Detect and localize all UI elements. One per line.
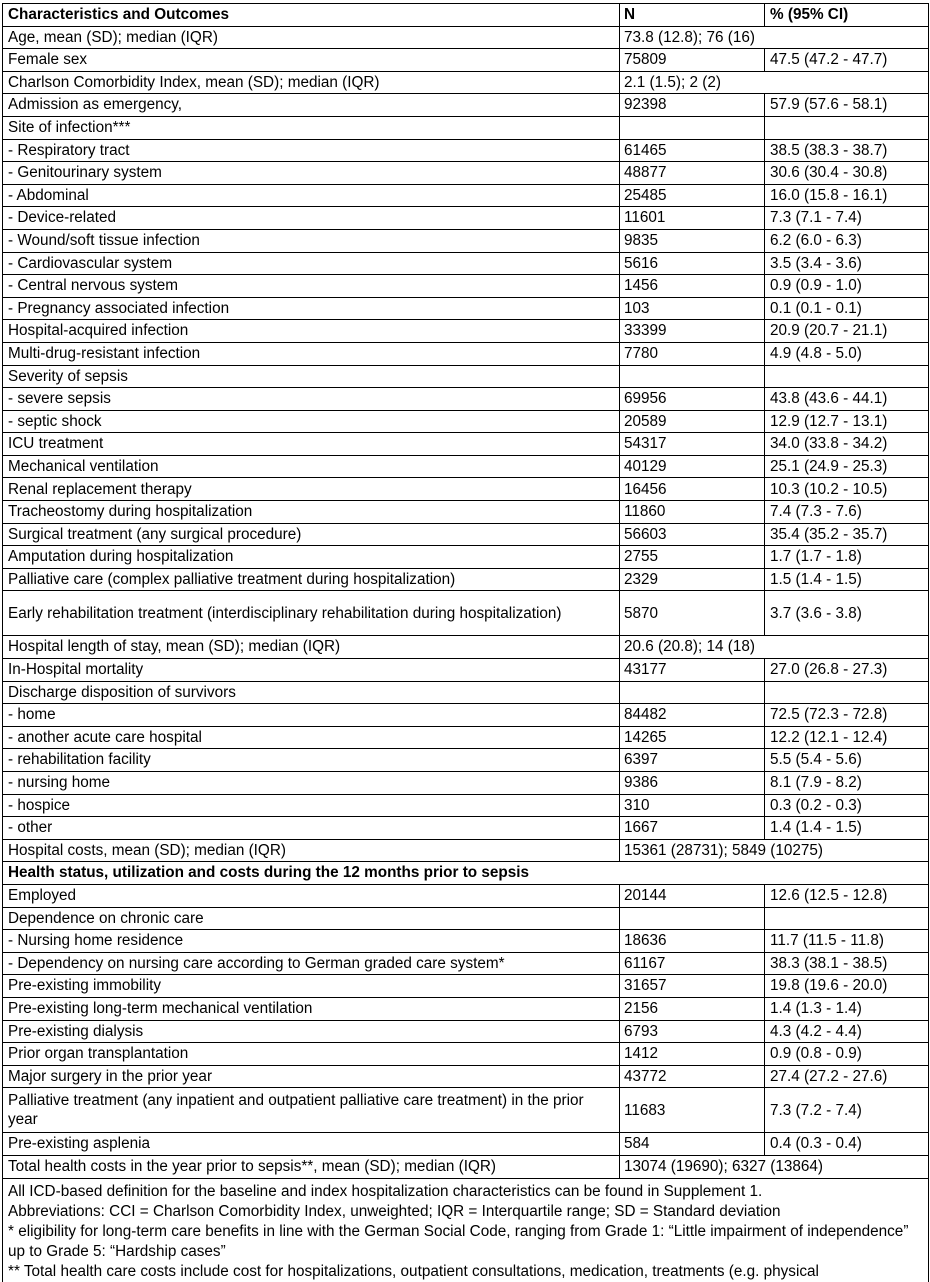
row-count: 5870 — [620, 591, 765, 636]
table-row — [3, 568, 929, 591]
table-row — [3, 49, 929, 72]
footnotes-row — [3, 1178, 929, 1282]
row-label: - another acute care hospital — [3, 726, 620, 749]
row-count: 2156 — [620, 997, 765, 1020]
row-label: Dependence on chronic care — [3, 907, 620, 930]
row-label: Pre-existing dialysis — [3, 1020, 620, 1043]
row-percent-ci: 25.1 (24.9 - 25.3) — [765, 455, 929, 478]
header-n: N — [620, 4, 765, 27]
row-label: ICU treatment — [3, 433, 620, 456]
row-label: Hospital length of stay, mean (SD); median (IQR) — [3, 636, 620, 659]
row-count: 31657 — [620, 975, 765, 998]
row-label: Age, mean (SD); median (IQR) — [3, 26, 620, 49]
table-row — [3, 659, 929, 682]
table-row — [3, 1043, 929, 1066]
row-percent-ci: 1.5 (1.4 - 1.5) — [765, 568, 929, 591]
table-row — [3, 839, 929, 862]
table-row — [3, 162, 929, 185]
table-row — [3, 636, 929, 659]
row-percent-ci: 6.2 (6.0 - 6.3) — [765, 229, 929, 252]
row-count: 584 — [620, 1133, 765, 1156]
row-label: Palliative treatment (any inpatient and outpatient palliative care treatment) in the prior year — [3, 1088, 620, 1133]
row-percent-ci — [765, 681, 929, 704]
row-label: Total health costs in the year prior to sepsis**, mean (SD); median (IQR) — [3, 1155, 620, 1178]
table-row — [3, 817, 929, 840]
row-percent-ci: 35.4 (35.2 - 35.7) — [765, 523, 929, 546]
row-count: 69956 — [620, 388, 765, 411]
table-row — [3, 907, 929, 930]
row-label: - rehabilitation facility — [3, 749, 620, 772]
footnote: ** Total health care costs include cost for hospitalizations, outpatient consultations, medication, treatments (e.g. physical — [8, 1262, 819, 1280]
table-row — [3, 365, 929, 388]
row-count: 20144 — [620, 884, 765, 907]
row-label: - Pregnancy associated infection — [3, 297, 620, 320]
row-count: 6397 — [620, 749, 765, 772]
row-percent-ci: 1.4 (1.3 - 1.4) — [765, 997, 929, 1020]
table-body — [3, 4, 929, 1282]
row-label: Site of infection*** — [3, 116, 620, 139]
row-percent-ci: 34.0 (33.8 - 34.2) — [765, 433, 929, 456]
footnote: All ICD-based definition for the baseline and index hospitalization characteristics can be found in Supplement 1. — [8, 1182, 763, 1200]
row-percent-ci: 27.4 (27.2 - 27.6) — [765, 1065, 929, 1088]
row-percent-ci: 8.1 (7.9 - 8.2) — [765, 772, 929, 795]
row-label: - Abdominal — [3, 184, 620, 207]
row-label: Amputation during hospitalization — [3, 546, 620, 569]
row-label: Tracheostomy during hospitalization — [3, 501, 620, 524]
row-count — [620, 681, 765, 704]
row-label: - Central nervous system — [3, 275, 620, 298]
row-label: Multi-drug-resistant infection — [3, 342, 620, 365]
table-row — [3, 1155, 929, 1178]
row-count: 310 — [620, 794, 765, 817]
table-row — [3, 952, 929, 975]
row-count: 9835 — [620, 229, 765, 252]
row-count: 9386 — [620, 772, 765, 795]
footnote: * eligibility for long-term care benefits in line with the German Social Code, ranging from Grade 1: “Little impairment of independence” up to Grade 5: “Hardship cases” — [8, 1222, 909, 1260]
row-label: - Cardiovascular system — [3, 252, 620, 275]
row-percent-ci: 19.8 (19.6 - 20.0) — [765, 975, 929, 998]
section-title: Health status, utilization and costs during the 12 months prior to sepsis — [3, 862, 929, 885]
row-label: In-Hospital mortality — [3, 659, 620, 682]
row-percent-ci: 0.9 (0.8 - 0.9) — [765, 1043, 929, 1066]
row-label: - Genitourinary system — [3, 162, 620, 185]
table-row — [3, 410, 929, 433]
section-header-row — [3, 862, 929, 885]
table-row — [3, 1065, 929, 1088]
table-row — [3, 930, 929, 953]
row-count: 18636 — [620, 930, 765, 953]
row-label: Pre-existing immobility — [3, 975, 620, 998]
row-percent-ci: 4.3 (4.2 - 4.4) — [765, 1020, 929, 1043]
row-mean-median: 13074 (19690); 6327 (13864) — [620, 1155, 929, 1178]
table-row — [3, 252, 929, 275]
table-row — [3, 749, 929, 772]
row-percent-ci: 57.9 (57.6 - 58.1) — [765, 94, 929, 117]
table-row — [3, 320, 929, 343]
row-count: 11601 — [620, 207, 765, 230]
row-percent-ci: 10.3 (10.2 - 10.5) — [765, 478, 929, 501]
footnotes — [3, 1178, 929, 1282]
row-label: Prior organ transplantation — [3, 1043, 620, 1066]
row-percent-ci: 3.5 (3.4 - 3.6) — [765, 252, 929, 275]
row-percent-ci: 1.7 (1.7 - 1.8) — [765, 546, 929, 569]
table-row — [3, 1088, 929, 1133]
row-count: 48877 — [620, 162, 765, 185]
row-percent-ci: 0.1 (0.1 - 0.1) — [765, 297, 929, 320]
row-count: 5616 — [620, 252, 765, 275]
row-count: 7780 — [620, 342, 765, 365]
table-row — [3, 184, 929, 207]
row-count: 33399 — [620, 320, 765, 343]
row-percent-ci: 38.5 (38.3 - 38.7) — [765, 139, 929, 162]
row-mean-median: 15361 (28731); 5849 (10275) — [620, 839, 929, 862]
row-percent-ci: 5.5 (5.4 - 5.6) — [765, 749, 929, 772]
row-label: Major surgery in the prior year — [3, 1065, 620, 1088]
row-count: 16456 — [620, 478, 765, 501]
row-label: - Dependency on nursing care according to German graded care system* — [3, 952, 620, 975]
row-count: 43177 — [620, 659, 765, 682]
row-percent-ci: 7.3 (7.2 - 7.4) — [765, 1088, 929, 1133]
table-row — [3, 139, 929, 162]
row-label: Early rehabilitation treatment (interdisciplinary rehabilitation during hospitalization) — [3, 591, 620, 636]
row-percent-ci — [765, 116, 929, 139]
row-label: Pre-existing asplenia — [3, 1133, 620, 1156]
table-row — [3, 229, 929, 252]
row-count: 6793 — [620, 1020, 765, 1043]
table-row — [3, 523, 929, 546]
row-label: Employed — [3, 884, 620, 907]
row-count: 54317 — [620, 433, 765, 456]
row-percent-ci: 47.5 (47.2 - 47.7) — [765, 49, 929, 72]
table-row — [3, 704, 929, 727]
row-percent-ci: 1.4 (1.4 - 1.5) — [765, 817, 929, 840]
table-row — [3, 997, 929, 1020]
table-row — [3, 342, 929, 365]
table-row — [3, 433, 929, 456]
row-count: 11860 — [620, 501, 765, 524]
table-row — [3, 772, 929, 795]
table-row — [3, 455, 929, 478]
row-label: - nursing home — [3, 772, 620, 795]
footnote: Abbreviations: CCI = Charlson Comorbidity Index, unweighted; IQR = Interquartile range; SD = Standard deviation — [8, 1202, 781, 1220]
row-percent-ci: 0.9 (0.9 - 1.0) — [765, 275, 929, 298]
row-count — [620, 116, 765, 139]
row-percent-ci: 0.4 (0.3 - 0.4) — [765, 1133, 929, 1156]
row-count: 14265 — [620, 726, 765, 749]
table-row — [3, 275, 929, 298]
row-count: 2755 — [620, 546, 765, 569]
row-label: - septic shock — [3, 410, 620, 433]
row-count — [620, 365, 765, 388]
table-header-row — [3, 4, 929, 27]
row-count: 2329 — [620, 568, 765, 591]
row-percent-ci: 20.9 (20.7 - 21.1) — [765, 320, 929, 343]
row-percent-ci: 30.6 (30.4 - 30.8) — [765, 162, 929, 185]
row-count — [620, 907, 765, 930]
table-row — [3, 546, 929, 569]
row-label: - Nursing home residence — [3, 930, 620, 953]
table-row — [3, 1133, 929, 1156]
table-row — [3, 207, 929, 230]
table-row — [3, 297, 929, 320]
row-count: 1456 — [620, 275, 765, 298]
row-count: 40129 — [620, 455, 765, 478]
row-label: Admission as emergency, — [3, 94, 620, 117]
row-percent-ci: 7.3 (7.1 - 7.4) — [765, 207, 929, 230]
table-row — [3, 975, 929, 998]
row-label: Female sex — [3, 49, 620, 72]
row-percent-ci: 12.9 (12.7 - 13.1) — [765, 410, 929, 433]
table-row — [3, 1020, 929, 1043]
row-label: - home — [3, 704, 620, 727]
row-label: Charlson Comorbidity Index, mean (SD); median (IQR) — [3, 71, 620, 94]
row-label: - Respiratory tract — [3, 139, 620, 162]
row-percent-ci — [765, 907, 929, 930]
row-count: 11683 — [620, 1088, 765, 1133]
row-count: 84482 — [620, 704, 765, 727]
table-row — [3, 71, 929, 94]
table-row — [3, 478, 929, 501]
table-row — [3, 116, 929, 139]
row-label: - severe sepsis — [3, 388, 620, 411]
row-label: Severity of sepsis — [3, 365, 620, 388]
row-count: 61167 — [620, 952, 765, 975]
row-count: 75809 — [620, 49, 765, 72]
row-label: - other — [3, 817, 620, 840]
row-percent-ci: 27.0 (26.8 - 27.3) — [765, 659, 929, 682]
row-percent-ci: 11.7 (11.5 - 11.8) — [765, 930, 929, 953]
row-label: Renal replacement therapy — [3, 478, 620, 501]
row-count: 56603 — [620, 523, 765, 546]
row-label: Hospital costs, mean (SD); median (IQR) — [3, 839, 620, 862]
row-label: Mechanical ventilation — [3, 455, 620, 478]
row-percent-ci: 12.2 (12.1 - 12.4) — [765, 726, 929, 749]
table-row — [3, 94, 929, 117]
row-label: - Device-related — [3, 207, 620, 230]
characteristics-table — [2, 3, 929, 1282]
row-count: 25485 — [620, 184, 765, 207]
table-row — [3, 884, 929, 907]
row-percent-ci: 0.3 (0.2 - 0.3) — [765, 794, 929, 817]
row-count: 1412 — [620, 1043, 765, 1066]
row-mean-median: 2.1 (1.5); 2 (2) — [620, 71, 929, 94]
row-percent-ci: 38.3 (38.1 - 38.5) — [765, 952, 929, 975]
table-row — [3, 501, 929, 524]
table-row — [3, 681, 929, 704]
row-count: 1667 — [620, 817, 765, 840]
row-percent-ci: 3.7 (3.6 - 3.8) — [765, 591, 929, 636]
row-count: 61465 — [620, 139, 765, 162]
table-row — [3, 591, 929, 636]
row-percent-ci — [765, 365, 929, 388]
row-label: Discharge disposition of survivors — [3, 681, 620, 704]
row-mean-median: 73.8 (12.8); 76 (16) — [620, 26, 929, 49]
table-row — [3, 388, 929, 411]
row-label: - hospice — [3, 794, 620, 817]
row-percent-ci: 12.6 (12.5 - 12.8) — [765, 884, 929, 907]
row-percent-ci: 4.9 (4.8 - 5.0) — [765, 342, 929, 365]
row-label: Pre-existing long-term mechanical ventilation — [3, 997, 620, 1020]
row-percent-ci: 72.5 (72.3 - 72.8) — [765, 704, 929, 727]
row-count: 43772 — [620, 1065, 765, 1088]
row-percent-ci: 43.8 (43.6 - 44.1) — [765, 388, 929, 411]
table-row — [3, 26, 929, 49]
row-percent-ci: 16.0 (15.8 - 16.1) — [765, 184, 929, 207]
row-label: Palliative care (complex palliative treatment during hospitalization) — [3, 568, 620, 591]
row-label: Hospital-acquired infection — [3, 320, 620, 343]
row-label: Surgical treatment (any surgical procedure) — [3, 523, 620, 546]
row-label: - Wound/soft tissue infection — [3, 229, 620, 252]
header-characteristics: Characteristics and Outcomes — [3, 4, 620, 27]
row-count: 92398 — [620, 94, 765, 117]
row-percent-ci: 7.4 (7.3 - 7.6) — [765, 501, 929, 524]
header-percent-ci: % (95% CI) — [765, 4, 929, 27]
row-count: 20589 — [620, 410, 765, 433]
row-count: 103 — [620, 297, 765, 320]
row-mean-median: 20.6 (20.8); 14 (18) — [620, 636, 929, 659]
table-row — [3, 726, 929, 749]
table-row — [3, 794, 929, 817]
